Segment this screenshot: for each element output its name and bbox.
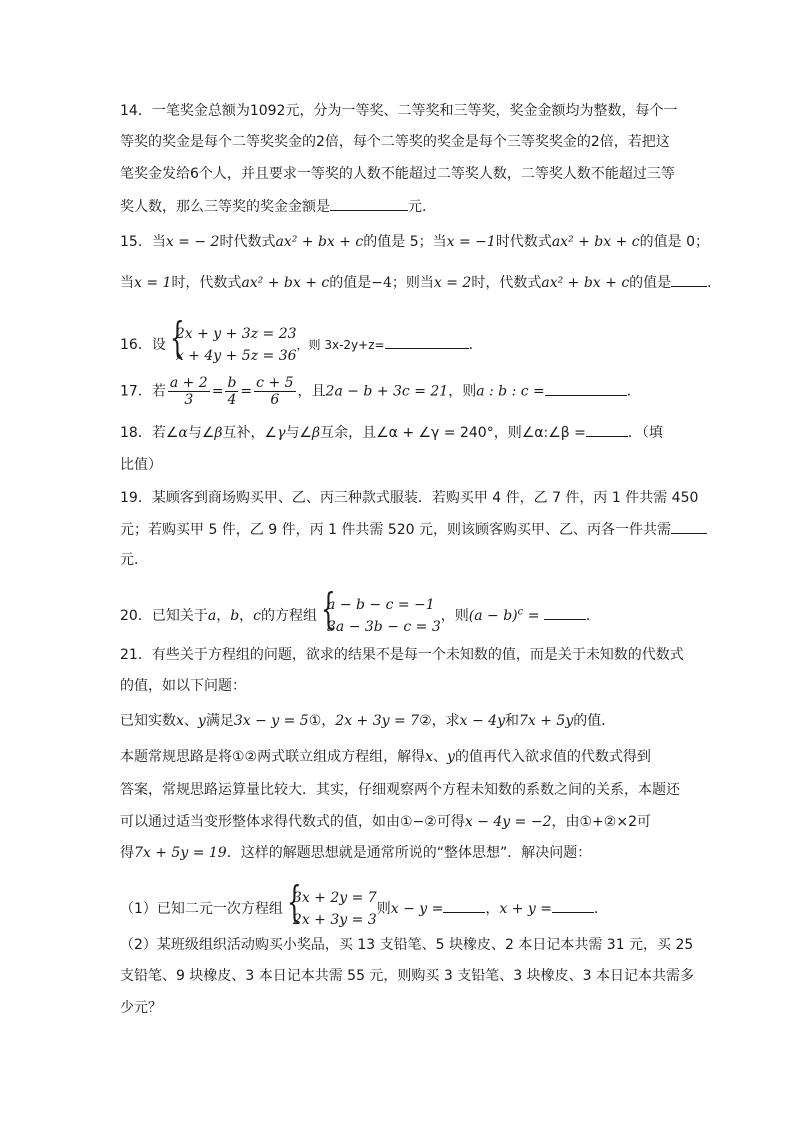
math-symbol: β	[214, 425, 223, 441]
problem-18-line-2: 比值）	[120, 457, 162, 473]
answer-blank-21-1a[interactable]	[443, 898, 485, 913]
text: 与∠	[187, 425, 215, 441]
problem-14-line-2: 等奖的奖金是每个二等奖奖金的2倍，每个二等奖的奖金是每个三等奖奖金的2倍，若把这	[120, 134, 670, 150]
text: ，	[321, 713, 336, 729]
text: 的值再代入欲求值的代数式得到	[454, 749, 651, 765]
equation: 2x + 3y = 7	[335, 713, 420, 729]
problem-14-line-1: 14．一笔奖金总额为1092元，分为一等奖、二等奖和三等奖，奖金金额均为整数，每个一	[120, 103, 678, 119]
brace: {	[169, 313, 185, 362]
text: 元；若购买甲 5 件，乙 9 件，丙 1 件共需 520 元，则该顾客购买甲、乙、丙各一件共需	[120, 522, 672, 538]
fraction	[225, 375, 238, 408]
text: 时代数式	[495, 234, 552, 250]
answer-blank-15[interactable]	[671, 272, 707, 287]
text: 的值是	[629, 275, 672, 291]
equation-system	[166, 313, 297, 367]
answer-blank-18[interactable]	[586, 422, 628, 437]
fraction	[254, 375, 295, 408]
problem-14-line-3: 笔奖金发给6个人，并且要求一等奖的人数不能超过二等奖人数，二等奖人数不能超过三等	[120, 166, 675, 182]
text: 的值是 0；	[639, 234, 709, 250]
text: ，则 3x-2y+z=	[296, 338, 385, 352]
problem-21-line-5: 答案，常规思路运算量比较大．其实，仔细观察两个方程未知数的系数之间的关系，本题还	[120, 782, 680, 798]
denominator: 3	[184, 392, 194, 408]
text: ，求	[431, 713, 460, 729]
text: ．	[626, 383, 641, 400]
problem-20	[120, 584, 600, 638]
brace: {	[321, 584, 336, 633]
math-x-value: x = − 2	[165, 234, 220, 250]
text: ，由①	[551, 814, 593, 830]
text: ，	[239, 608, 254, 624]
math-variable: y	[447, 749, 455, 765]
answer-blank-17[interactable]	[545, 381, 627, 396]
math-expression: x − y =	[390, 901, 444, 917]
problem-21-part-2-line-1: （2）某班级组织活动购买小奖品，买 13 支铅笔、5 块橡皮、2 本日记本共需 31 元，买 25	[120, 937, 694, 953]
problem-19-line-1: 19．某顾客到商场购买甲、乙、丙三种款式服装．若购买甲 4 件，乙 7 件，丙 1 件共需 450	[120, 490, 699, 506]
text: ，且	[297, 383, 326, 400]
equation: 7x + 5y = 19	[134, 845, 227, 861]
problem-20-label: 20．已知关于	[120, 608, 208, 624]
math-exponent: c	[517, 606, 524, 618]
equation: 3a − 3b − c = 3	[327, 619, 441, 635]
text: ，	[216, 608, 231, 624]
equation: x − 4y = −2	[464, 814, 552, 830]
problem-21-line-1: 21．有些关于方程组的问题，欲求的结果不是每一个未知数的值，而是关于未知数的代数式	[120, 647, 684, 663]
numerator: c + 5	[256, 375, 294, 391]
text: 得	[120, 845, 134, 861]
equation: 3x + 2y = 7	[292, 890, 377, 906]
math-expression: 2a − b + 3c = 21	[325, 383, 449, 400]
problem-21-part-2-line-3: 少元？	[120, 1000, 162, 1016]
text: 本题常规思路是将①②两式联立组成方程组，解得	[120, 749, 426, 765]
text: 和	[504, 713, 519, 729]
circled-number: ②	[419, 713, 432, 729]
problem-19-line-3: 元．	[120, 552, 148, 568]
text: 时，代数式	[471, 275, 542, 291]
answer-blank-14[interactable]	[330, 196, 408, 211]
text: ．	[585, 608, 600, 624]
problem-16	[120, 313, 483, 367]
problem-21-line-6	[120, 812, 651, 832]
answer-blank-21-1b[interactable]	[552, 898, 594, 913]
math-symbol: α	[178, 425, 188, 441]
math-x-value: x = −1	[446, 234, 496, 250]
text: 满足	[205, 713, 234, 729]
equation-system	[283, 877, 377, 931]
text: 已知实数	[120, 713, 176, 729]
problem-21-line-3	[120, 711, 615, 731]
math-expression: a : b : c =	[476, 383, 545, 400]
equation: a − b − c = −1	[327, 597, 435, 613]
problem-17: 17．若 $\frac{a + 2}{3}$ = $\frac{b}{4}$ = $\frac{c + 5}{6}$ ，且2a − b + 3c = 21，则a : b : c = ．	[120, 375, 641, 408]
numerator: b	[227, 375, 237, 391]
equation: 3x − y = 5	[233, 713, 309, 729]
equation: x + 4y + 5z = 36	[175, 348, 297, 364]
text: 时代数式	[219, 234, 276, 250]
text: 、	[183, 713, 198, 729]
denominator: 6	[270, 392, 280, 408]
problem-15-label: 15．当	[120, 234, 166, 250]
problem-21-line-7	[120, 843, 591, 863]
answer-blank-19[interactable]	[671, 519, 707, 534]
text: 与∠	[285, 425, 312, 441]
math-variable: b	[230, 608, 240, 624]
text: ，则	[440, 608, 469, 624]
problem-15-line-2	[120, 272, 721, 293]
math-variable: x	[176, 713, 184, 729]
text: =	[523, 608, 544, 624]
problem-21-part-2-line-2: 支铅笔、9 块橡皮、3 本日记本共需 55 元，则购买 3 支铅笔、3 块橡皮、3 本日记本共需多	[120, 968, 694, 984]
equation-system	[317, 584, 441, 638]
problem-16-label: 16．设	[120, 337, 166, 353]
math-x-value: x = 2	[433, 275, 472, 291]
math-variable: c	[253, 608, 261, 624]
math-x-value: x = 1	[134, 275, 172, 291]
answer-blank-20[interactable]	[544, 605, 586, 620]
math-expression: x − 4y	[459, 713, 505, 729]
math-expression: x + y =	[499, 901, 552, 917]
problem-19-line-2	[120, 519, 707, 540]
text: ．	[468, 337, 483, 353]
text: 当	[120, 275, 134, 291]
text: ，	[485, 901, 500, 917]
math-value: −4	[371, 275, 392, 291]
math-expression: ax² + bx + c	[551, 234, 640, 250]
text: ；则当	[391, 275, 434, 291]
math-variable: y	[197, 713, 206, 729]
text: 可以通过适当变形整体求得代数式的值，如由①	[120, 814, 413, 830]
text: 时，代数式	[171, 275, 242, 291]
text: ②可得	[424, 814, 465, 830]
equation: 2x + 3y = 3	[292, 912, 377, 928]
problem-15-line-1	[120, 232, 709, 252]
math-expression: ax² + bx + c	[541, 275, 630, 291]
text: 则	[376, 901, 391, 917]
math-operator: −	[412, 814, 425, 830]
math-symbol: γ	[277, 425, 286, 441]
denominator: 4	[227, 392, 237, 408]
circled-number: ①	[308, 713, 322, 729]
text: ，则	[448, 383, 477, 400]
math-variable: a	[207, 608, 217, 624]
fraction	[168, 375, 210, 408]
problem-18-label: 18．若∠	[120, 425, 179, 441]
text: 互补，∠	[222, 425, 278, 441]
problem-21-line-2: 的值，如以下问题：	[120, 678, 246, 694]
math-expression: ax² + bx + c	[275, 234, 364, 250]
answer-blank-16[interactable]	[385, 334, 469, 349]
problem-21-line-4	[120, 747, 651, 767]
problem-17-label: 17．若	[120, 383, 166, 400]
text: 的值是 5；当	[363, 234, 447, 250]
problem-21-part-1	[120, 877, 608, 931]
text: 的方程组	[261, 608, 317, 624]
text: 、	[433, 749, 448, 765]
problem-14-text: 奖人数，那么三等奖的奖金金额是	[120, 199, 330, 215]
math-expression: ax² + bx + c	[241, 275, 330, 291]
brace: {	[286, 877, 302, 926]
text: ．	[593, 901, 608, 917]
problem-18-line-1	[120, 422, 663, 443]
text: ．这样的解题思想就是通常所说的“整体思想”．解决问题：	[226, 845, 592, 861]
text: 的值．	[573, 713, 616, 729]
numerator: a + 2	[169, 375, 208, 391]
text: ．（填	[627, 425, 663, 441]
text: 互余，且∠α + ∠γ = 240°，则∠α:∠β =	[320, 425, 586, 441]
math-symbol: β	[312, 425, 321, 441]
text: 的值是	[329, 275, 372, 291]
math-expression: (a − b)	[468, 608, 518, 624]
text: （1）已知二元一次方程组	[120, 901, 283, 917]
problem-14-line-4	[120, 196, 436, 217]
math-expression: 7x + 5y	[518, 713, 574, 729]
equation: 2x + y + 3z = 23	[175, 326, 297, 342]
text: ．	[707, 275, 722, 291]
math-variable: x	[425, 749, 434, 765]
text: ②×2可	[603, 814, 651, 830]
math-operator: +	[592, 814, 604, 830]
problem-14-unit: 元．	[408, 199, 436, 215]
